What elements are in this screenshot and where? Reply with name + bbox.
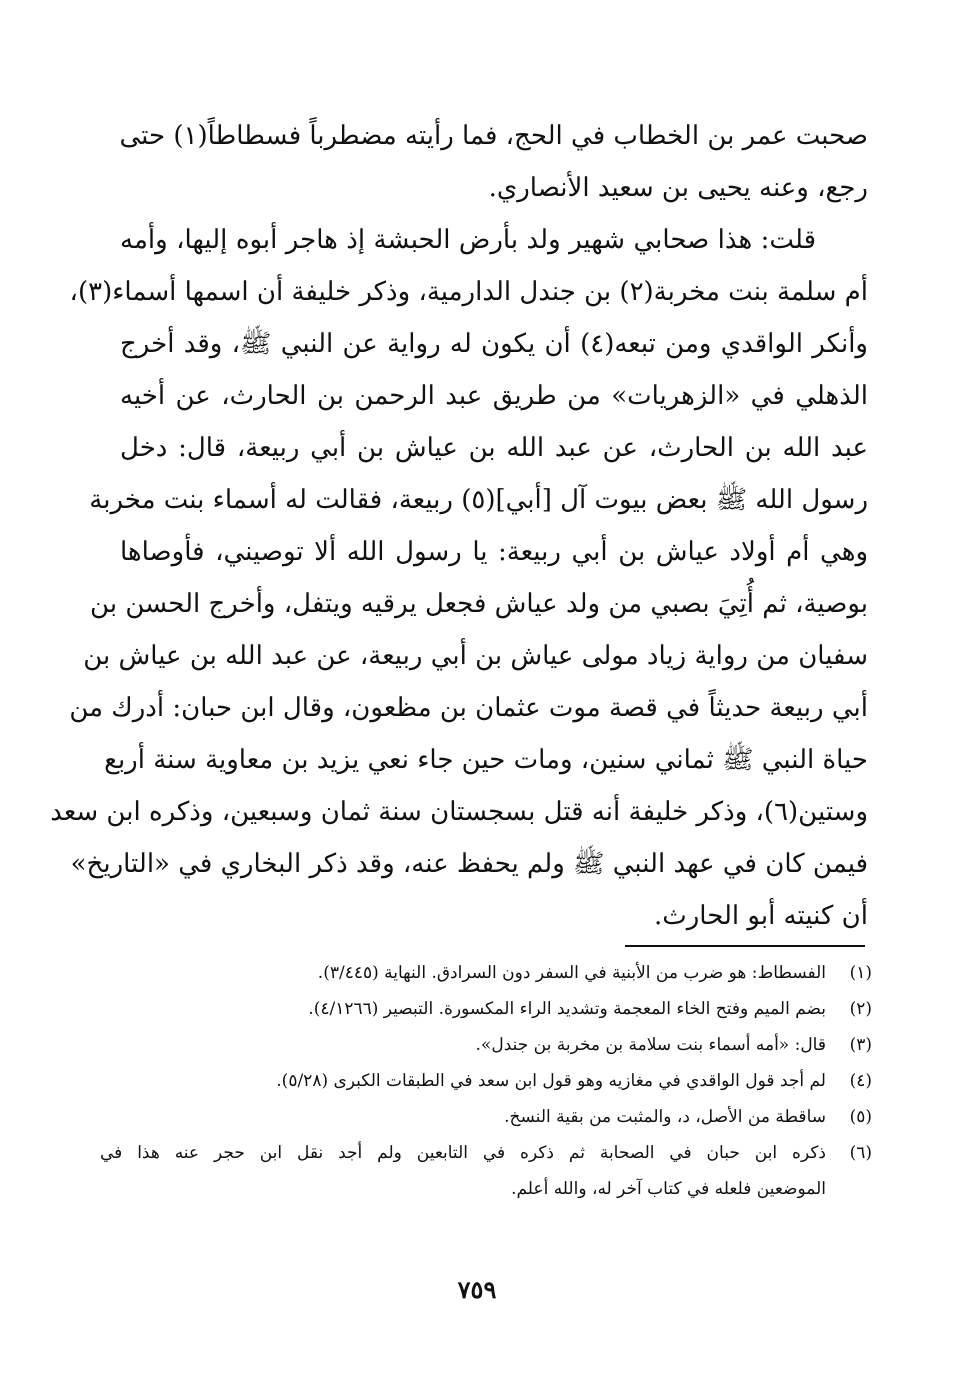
footnote-line: لم أجد قول الواقدي في مغازيه وهو قول ابن سعد في الطبقات الكبرى (٥/٢٨). [276, 1071, 826, 1091]
footnote-number: (٢) [849, 999, 872, 1019]
text-line: سفيان من رواية زياد مولى عياش بن أبي ربيعة، عن عبد الله بن عياش بن [83, 641, 868, 671]
footnote-text [100, 1135, 826, 1207]
footnote-number: (٤) [849, 1071, 872, 1091]
page-number: ٧٥٩ [457, 1275, 497, 1304]
text-line: رجع، وعنه يحيى بن سعيد الأنصاري. [488, 173, 868, 203]
footnote-divider [625, 945, 865, 947]
footnote-item [100, 991, 872, 1027]
text-line: وأنكر الواقدي ومن تبعه(٤) أن يكون له رواية عن النبي ﷺ، وقد أخرج [120, 329, 868, 359]
footnote-line: ذكره ابن حبان في الصحابة ثم ذكره في التابعين ولم أجد نقل ابن حجر عنه هذا في [100, 1143, 826, 1163]
text-line: أن كنيته أبو الحارث. [653, 901, 868, 931]
text-line: أبي ربيعة حديثاً في قصة موت عثمان بن مظعون، وقال ابن حبان: أدرك من [69, 693, 868, 723]
text-line: أم سلمة بنت مخربة(٢) بن جندل الدارمية، وذكر خليفة أن اسمها أسماء(٣)، [69, 277, 868, 307]
footnotes [100, 955, 872, 1207]
text-line: بوصية، ثم أُتِيَ بصبي من ولد عياش فجعل يرقيه ويتفل، وأخرج الحسن بن [90, 589, 868, 619]
footnote-item [100, 1099, 872, 1135]
text-line: قلت: هذا صحابي شهير ولد بأرض الحبشة إذ هاجر أبوه إليها، وأمه [120, 225, 816, 255]
footnote-line: بضم الميم وفتح الخاء المعجمة وتشديد الراء المكسورة. التبصير (٤/١٢٦٦). [308, 999, 826, 1019]
footnote-item [100, 1027, 872, 1063]
footnote-item [100, 1063, 872, 1099]
footnote-number: (٦) [849, 1143, 872, 1163]
footnote-text [100, 1027, 826, 1063]
text-line: صحبت عمر بن الخطاب في الحج، فما رأيته مضطرباً فسطاطاً(١) حتى [119, 121, 868, 151]
footnote-item [100, 1135, 872, 1207]
footnote-text [100, 1063, 826, 1099]
footnote-line: ساقطة من الأصل، د، والمثبت من بقية النسخ. [504, 1107, 826, 1127]
footnote-line: قال: «أمه أسماء بنت سلامة بن مخربة بن جندل». [475, 1035, 826, 1055]
text-line: وستين(٦)، وذكر خليفة أنه قتل بسجستان سنة ثمان وسبعين، وذكره ابن سعد [50, 797, 868, 827]
footnote-item [100, 955, 872, 991]
footnote-number: (٥) [849, 1107, 872, 1127]
text-line: عبد الله بن الحارث، عن عبد الله بن عياش بن أبي ربيعة، قال: دخل [120, 433, 868, 463]
text-line: رسول الله ﷺ بعض بيوت آل [أبي](٥) ربيعة، فقالت له أسماء بنت مخربة [89, 485, 868, 515]
footnote-number: (١) [849, 963, 872, 983]
footnote-text [100, 1099, 826, 1135]
text-line: حياة النبي ﷺ ثماني سنين، ومات حين جاء نعي يزيد بن معاوية سنة أربع [104, 745, 868, 775]
main-text [50, 110, 868, 942]
text-line: وهي أم أولاد عياش بن أبي ربيعة: يا رسول الله ألا توصيني، فأوصاها [120, 537, 868, 567]
footnote-text [100, 991, 826, 1027]
footnote-number: (٣) [849, 1035, 872, 1055]
footnote-line: الفسطاط: هو ضرب من الأبنية في السفر دون السرادق. النهاية (٣/٤٤٥). [317, 963, 826, 983]
text-line: فيمن كان في عهد النبي ﷺ ولم يحفظ عنه، وقد ذكر البخاري في «التاريخ» [70, 849, 868, 879]
footnote-text [100, 955, 826, 991]
footnote-line: الموضعين فلعله في كتاب آخر له، والله أعلم. [511, 1179, 826, 1199]
text-line: الذهلي في «الزهريات» من طريق عبد الرحمن بن الحارث، عن أخيه [120, 381, 868, 411]
